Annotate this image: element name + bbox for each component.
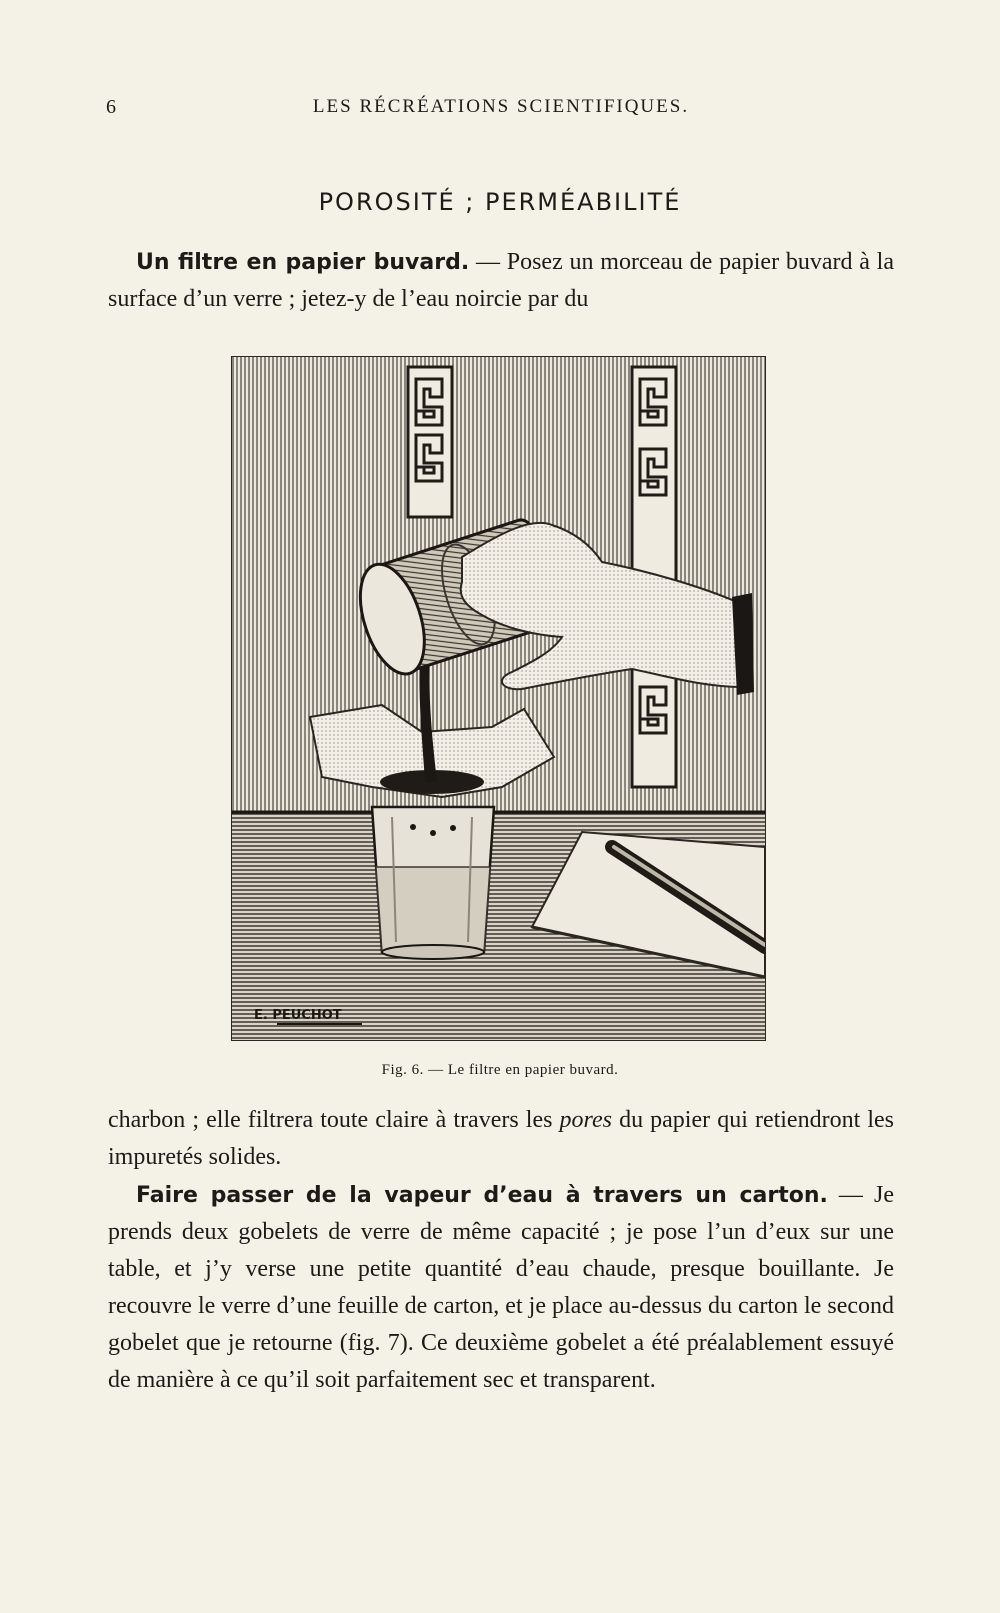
page-number: 6 [106,96,116,118]
paragraph-text: — Je prends deux gobelets de verre de même capacité ; je pose l’un d’eux sur une table, et j’y verse une petite quantité d’eau chaude, presque bouillante. Je recouvre le verre d’une feuille de carton, et je place au-dessus du carton le second gobelet que je retourne (fig. 7). Ce deuxième gobelet a été préalablement essuyé de manière à ce qu’il soit parfaitement sec et transparent. [108,1182,894,1393]
engraving-figure [231,356,766,1041]
paragraph-text: du papier qui retiendront les impuretés solides. [108,1107,894,1170]
paragraph-vapeur [108,1177,894,1399]
section-title: POROSITÉ ; PERMÉABILITÉ [318,188,682,216]
paragraph-text: — Posez un morceau de papier buvard à la surface d’un verre ; jetez-y de l’eau noircie par du [108,249,894,312]
running-title: LES RÉCRÉATIONS SCIENTIFIQUES. [312,96,690,117]
greek-key-border-left [408,367,452,517]
page-header [106,96,896,126]
paragraph-filtre [108,244,894,318]
italic-term: pores [559,1107,612,1133]
paragraph-text: charbon ; elle filtrera toute claire à travers les [108,1107,560,1133]
paragraph-lead: Faire passer de la vapeur d’eau à travers un carton. [136,1183,828,1208]
engraving-illustration [232,357,765,1040]
paragraph-charbon [108,1102,894,1176]
paragraph-lead: Un filtre en papier buvard. [136,250,470,275]
engraver-signature: E. PEUCHOT [254,1008,342,1023]
figure-caption: Fig. 6. — Le filtre en papier buvard. [381,1062,619,1078]
drinking-glass [372,807,494,959]
